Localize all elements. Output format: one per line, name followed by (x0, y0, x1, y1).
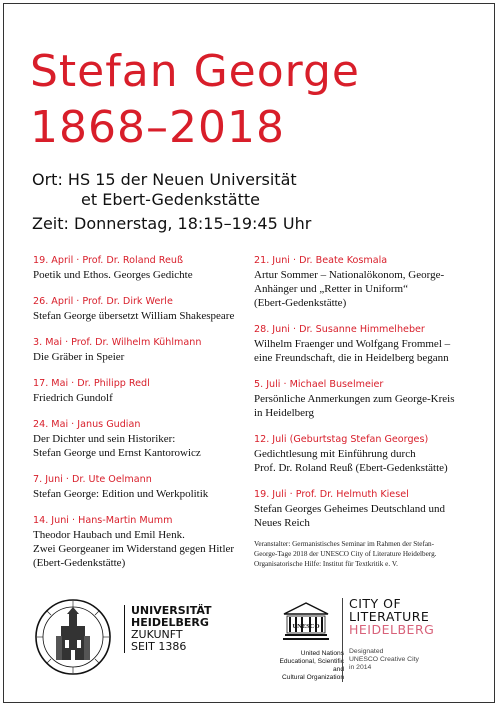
lecture-item (254, 323, 472, 365)
location-line: Ort: HS 15 der Neuen Universität (32, 170, 297, 189)
lecture-item (33, 418, 253, 460)
lecture-title (33, 528, 253, 570)
unesco-temple-icon (283, 602, 329, 642)
lecture-title-line: Stefan George übersetzt William Shakespeare (33, 310, 235, 322)
lecture-date-speaker: 26. April · Prof. Dr. Dirk Werle (33, 296, 173, 307)
lecture-date-speaker: 17. Mai · Dr. Philipp Redl (33, 378, 150, 389)
lecture-title-line: Die Gräber in Speier (33, 351, 125, 363)
unesco-divider (342, 598, 343, 682)
lecture-item (33, 514, 253, 570)
lecture-date-speaker: 21. Juni · Dr. Beate Kosmala (254, 255, 388, 266)
lecture-title (33, 350, 253, 364)
lecture-date-speaker: 12. Juli (Geburtstag Stefan Georges) (254, 434, 429, 445)
lecture-title-line: Anhänger und „Retter in Uniform“ (254, 283, 408, 295)
lecture-title (33, 309, 253, 323)
unesco-wordmark: UNESCO (292, 623, 320, 630)
lecture-item (254, 488, 472, 530)
lecture-title (254, 268, 472, 310)
university-name (124, 605, 212, 653)
poster-title: Stefan George (30, 46, 360, 97)
lecture-title-line: Artur Sommer – Nationalökonom, George- (254, 269, 445, 281)
lecture-title (33, 391, 253, 405)
lecture-date-speaker: 19. Juli · Prof. Dr. Helmuth Kiesel (254, 489, 409, 500)
lecture-title-line: eine Freundschaft, die in Heidelberg begann (254, 352, 449, 364)
lecture-title (254, 337, 472, 365)
lectures-right-column (254, 254, 472, 569)
city-desc-line: UNESCO Creative City (349, 656, 419, 663)
lecture-title-line: Persönliche Anmerkungen zum George-Kreis (254, 393, 455, 405)
lecture-date-speaker: 19. April · Prof. Dr. Roland Reuß (33, 255, 184, 266)
lecture-date-speaker: 24. Mai · Janus Gudian (33, 419, 141, 430)
university-seal-icon (34, 598, 112, 676)
lecture-title-line: Prof. Dr. Roland Reuß (Ebert-Gedenkstätte) (254, 462, 448, 474)
lecture-title-line: (Ebert-Gedenkstätte) (254, 297, 347, 309)
organizer-note-line: Organisatorische Hilfe: Institut für Textkritik e. V. (254, 560, 398, 568)
lecture-item (33, 473, 253, 501)
lecture-date-speaker: 28. Juni · Dr. Susanne Himmelheber (254, 324, 425, 335)
lecture-date-speaker: 7. Juni · Dr. Ute Oelmann (33, 474, 152, 485)
lecture-item (33, 377, 253, 405)
city-line-1: CITY OF (349, 596, 402, 611)
lecture-title-line: Stefan George: Edition und Werkpolitik (33, 488, 209, 500)
lecture-title (33, 268, 253, 282)
lecture-item (33, 254, 253, 282)
lectures-left-column (33, 254, 253, 583)
uni-line-3: ZUKUNFT (131, 628, 183, 641)
city-desc-line: in 2014 (349, 664, 372, 671)
unesco-org-line: Educational, Scientific and (279, 658, 344, 673)
organizer-note-line: George-Tage 2018 der UNESCO City of Literature Heidelberg. (254, 550, 437, 558)
city-line-2: LITERATURE (349, 609, 430, 624)
lecture-title (254, 502, 472, 530)
poster-years: 1868–2018 (30, 102, 285, 153)
lecture-item (254, 254, 472, 310)
lecture-item (254, 378, 472, 420)
uni-line-1: UNIVERSITÄT (131, 604, 212, 617)
location-line-2: et Ebert-Gedenkstätte (81, 190, 260, 209)
lecture-title (33, 487, 253, 501)
lecture-title-line: Neues Reich (254, 517, 310, 529)
lecture-title-line: Gedichtlesung mit Einführung durch (254, 448, 416, 460)
lecture-title-line: Wilhelm Fraenger und Wolfgang Frommel – (254, 338, 451, 350)
lecture-title-line: Zwei Georgeaner im Widerstand gegen Hitler (33, 543, 235, 555)
city-desc-line: Designated (349, 648, 384, 655)
city-line-3: HEIDELBERG (349, 622, 435, 637)
lecture-date-speaker: 5. Juli · Michael Buselmeier (254, 379, 384, 390)
lecture-title (33, 432, 253, 460)
unesco-org-line: Cultural Organization (282, 674, 344, 681)
lecture-title-line: (Ebert-Gedenkstätte) (33, 557, 126, 569)
lecture-title-line: Stefan George und Ernst Kantorowicz (33, 447, 201, 459)
lecture-date-speaker: 14. Juni · Hans-Martin Mumm (33, 515, 173, 526)
lecture-title-line: in Heidelberg (254, 407, 314, 419)
lecture-title (254, 392, 472, 420)
unesco-organization (268, 650, 344, 682)
unesco-org-line: United Nations (300, 650, 344, 657)
uni-line-2: HEIDELBERG (131, 616, 209, 629)
lecture-item (33, 295, 253, 323)
lecture-title-line: Theodor Haubach und Emil Henk. (33, 529, 185, 541)
organizer-note-line: Veranstalter: Germanistisches Seminar im Rahmen der Stefan- (254, 540, 435, 548)
creative-city-designation (349, 648, 419, 672)
lecture-title-line: Poetik und Ethos. Georges Gedichte (33, 269, 193, 281)
lecture-title-line: Der Dichter und sein Historiker: (33, 433, 176, 445)
city-of-literature-logo (349, 597, 434, 636)
uni-line-4: SEIT 1386 (131, 640, 187, 653)
lecture-item (254, 433, 472, 475)
lecture-item (33, 336, 253, 364)
lecture-title-line: Stefan Georges Geheimes Deutschland und (254, 503, 446, 515)
time-line: Zeit: Donnerstag, 18:15–19:45 Uhr (32, 214, 312, 233)
organizer-note (254, 539, 472, 569)
lecture-title-line: Friedrich Gundolf (33, 392, 113, 404)
lecture-date-speaker: 3. Mai · Prof. Dr. Wilhelm Kühlmann (33, 337, 202, 348)
lecture-title (254, 447, 472, 475)
